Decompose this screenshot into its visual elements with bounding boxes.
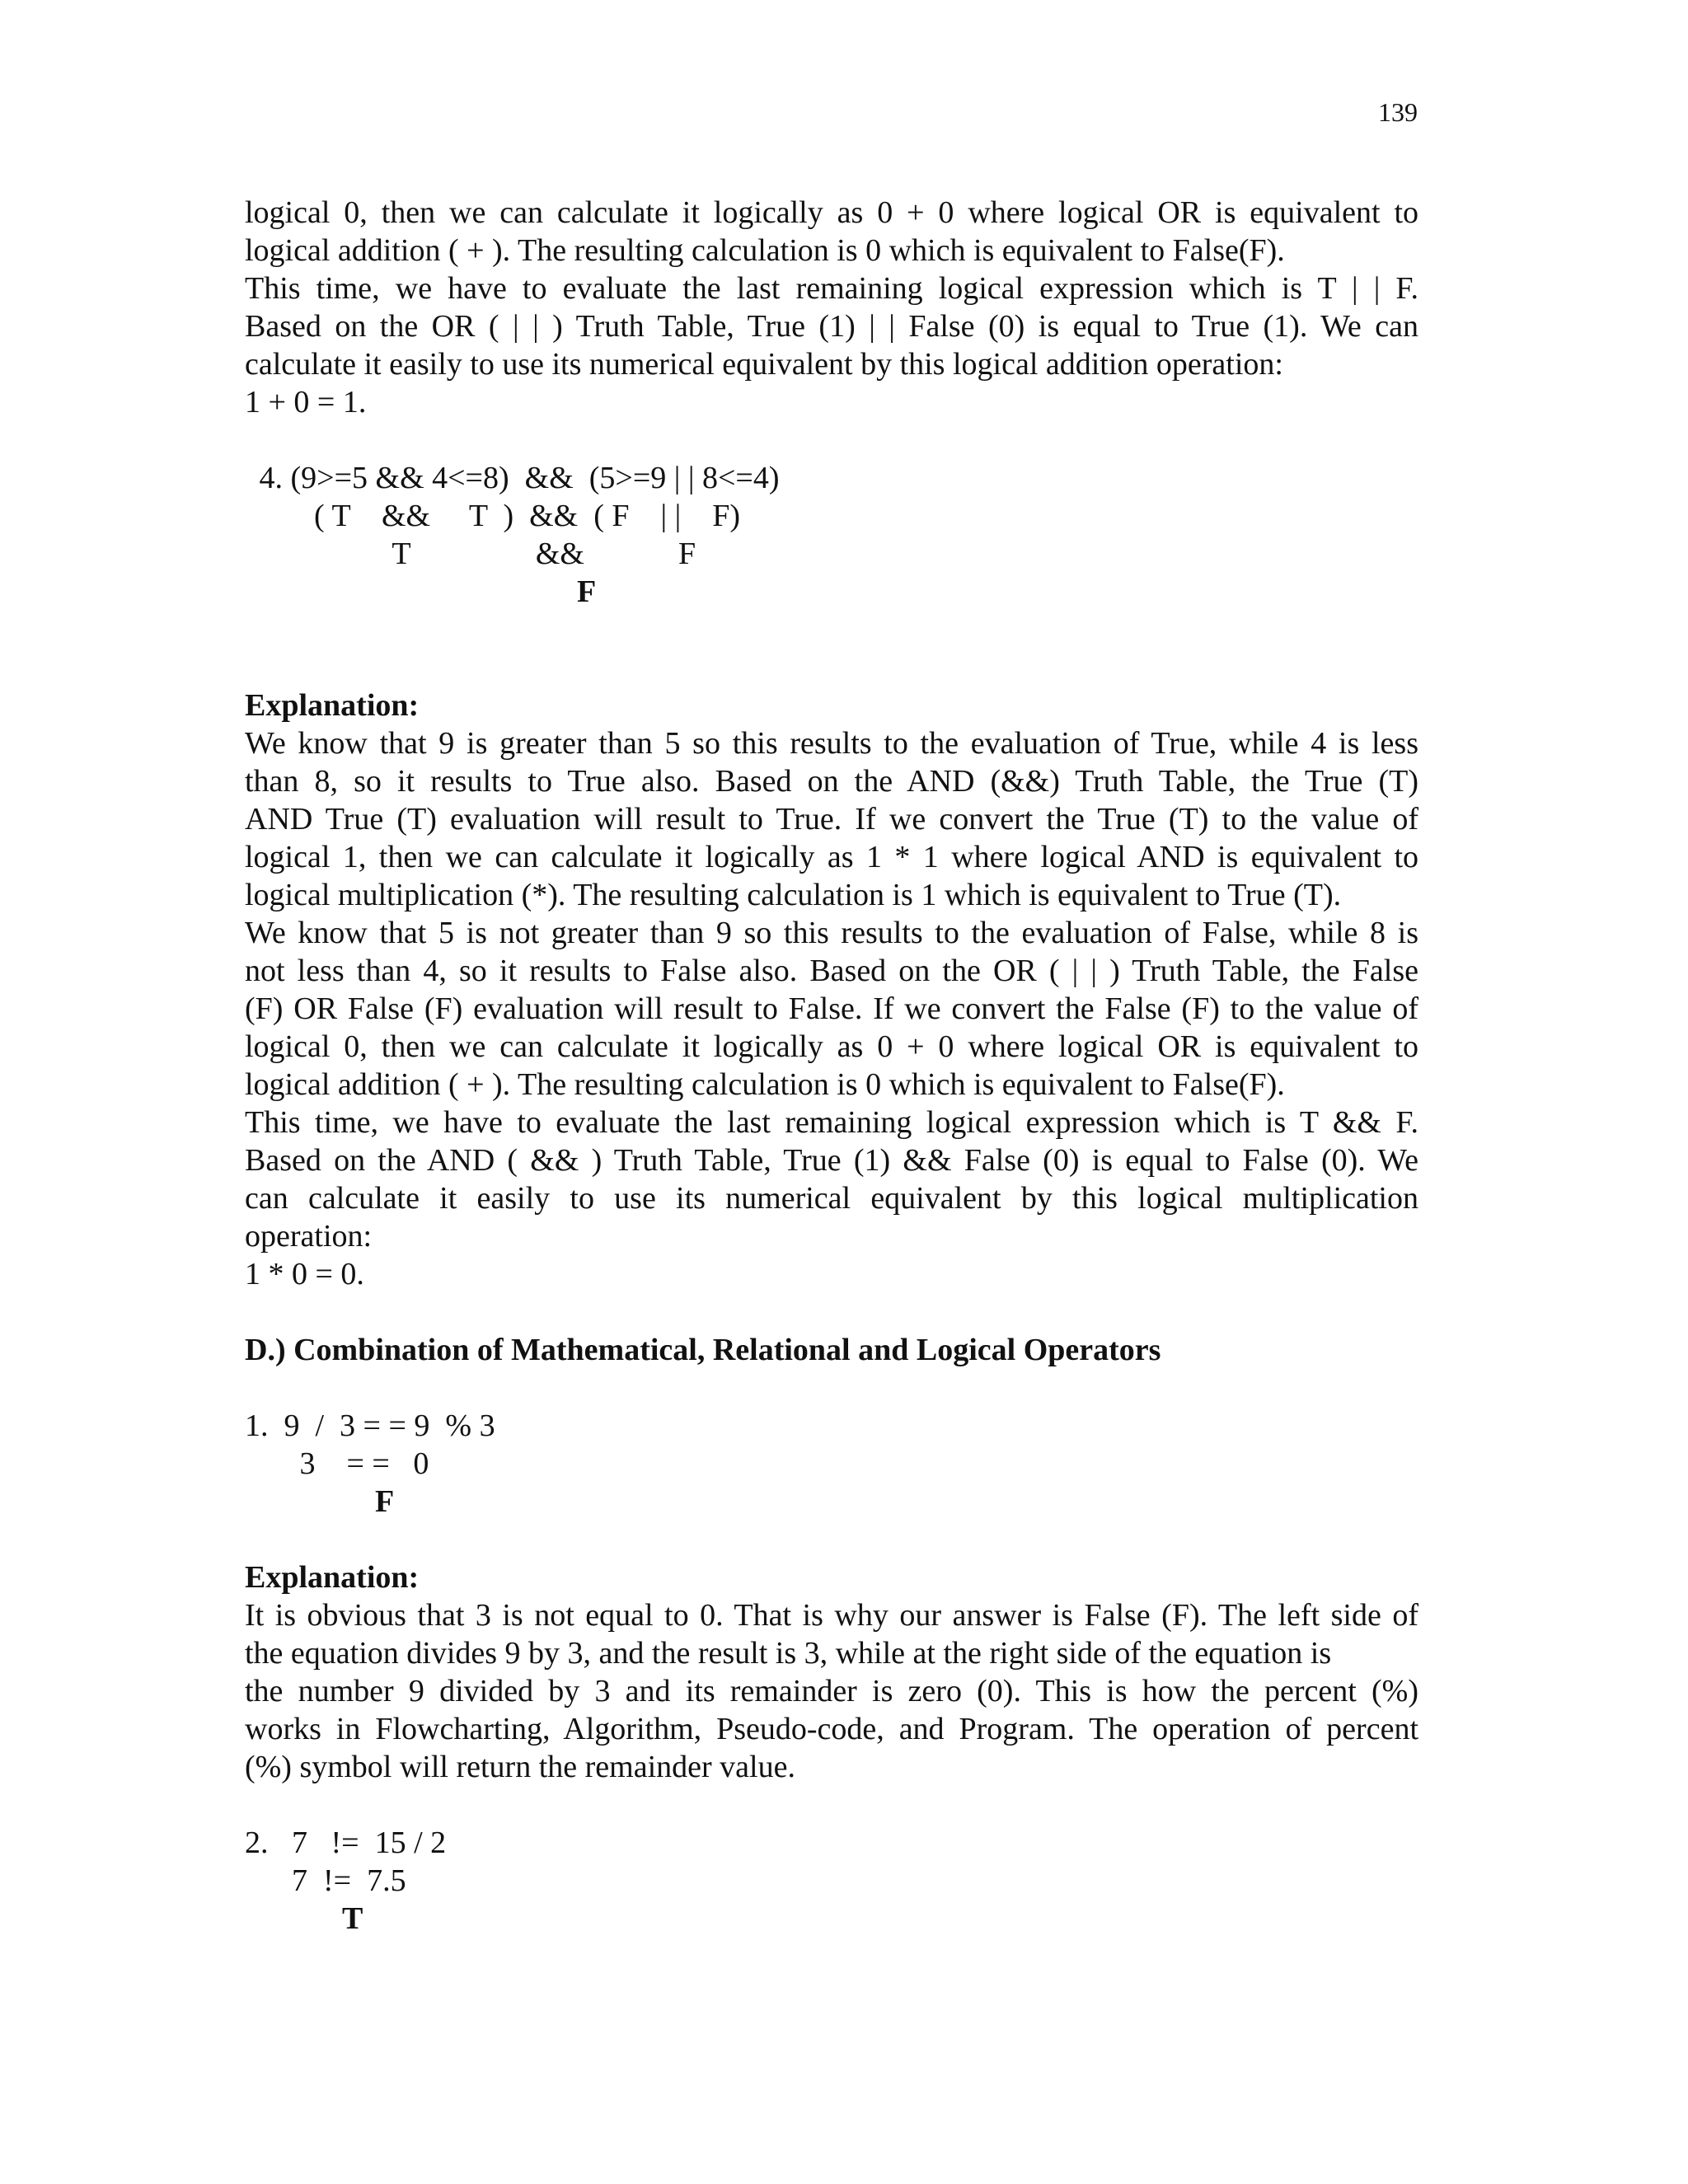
paragraph-line: the equation divides 9 by 3, and the result is 3, while at the right side of the equation is bbox=[245, 1636, 1332, 1671]
paragraph-line: We know that 9 is greater than 5 so this results to the evaluation of True, while 4 is less bbox=[245, 726, 1418, 761]
paragraph-line: Based on the OR ( | | ) Truth Table, True (1) | | False (0) is equal to True (1). We can bbox=[245, 309, 1418, 344]
paragraph-line: calculate it easily to use its numerical equivalent by this logical addition operation: bbox=[245, 347, 1283, 382]
paragraph-line: Based on the AND ( && ) Truth Table, True (1) && False (0) is equal to False (0). We bbox=[245, 1143, 1418, 1178]
expression-line: 4. (9>=5 && 4<=8) && (5>=9 | | 8<=4) bbox=[251, 461, 780, 495]
page-body bbox=[245, 194, 1418, 1938]
example-d1 bbox=[245, 1407, 1418, 1521]
paragraph-line: logical multiplication (*). The resulting calculation is 1 which is equivalent to True (T). bbox=[245, 878, 1342, 912]
paragraph-line: This time, we have to evaluate the last remaining logical expression which is T && F. bbox=[245, 1105, 1418, 1140]
expression-result: F bbox=[375, 1484, 395, 1519]
paragraph-line: logical addition ( + ). The resulting calculation is 0 which is equivalent to False(F). bbox=[245, 233, 1285, 268]
paragraph-line: than 8, so it results to True also. Based on the AND (&&) Truth Table, the True (T) bbox=[245, 764, 1418, 799]
expression-line: 1. 9 / 3 = = 9 % 3 bbox=[245, 1408, 495, 1443]
paragraph-line: logical 0, then we can calculate it logically as 0 + 0 where logical OR is equivalent to bbox=[245, 1029, 1418, 1064]
expression-line: 7 != 7.5 bbox=[245, 1863, 406, 1898]
expression-result: F bbox=[577, 574, 597, 609]
example-d2 bbox=[245, 1824, 1418, 1938]
expression-line: 2. 7 != 15 / 2 bbox=[245, 1825, 447, 1860]
paragraph-line: operation: bbox=[245, 1219, 373, 1254]
paragraph-line: 1 * 0 = 0. bbox=[245, 1257, 364, 1291]
explanation-heading: Explanation: bbox=[245, 688, 420, 723]
paragraph-line: 1 + 0 = 1. bbox=[245, 385, 367, 419]
paragraph-line: can calculate it easily to use its numerical equivalent by this logical multiplication bbox=[245, 1181, 1418, 1216]
example-4 bbox=[251, 459, 1418, 611]
paragraph-line: We know that 5 is not greater than 9 so this results to the evaluation of False, while 8 is bbox=[245, 916, 1418, 950]
paragraph-line: It is obvious that 3 is not equal to 0. That is why our answer is False (F). The left side of bbox=[245, 1598, 1418, 1633]
explanation-heading: Explanation: bbox=[245, 1560, 420, 1595]
paragraph-line: not less than 4, so it results to False also. Based on the OR ( | | ) Truth Table, the False bbox=[245, 954, 1418, 988]
paragraph-line: logical 1, then we can calculate it logically as 1 * 1 where logical AND is equivalent to bbox=[245, 840, 1418, 874]
expression-line: ( T && T ) && ( F | | F) bbox=[251, 499, 741, 533]
paragraph-line: works in Flowcharting, Algorithm, Pseudo-code, and Program. The operation of percent bbox=[245, 1712, 1418, 1746]
section-heading: D.) Combination of Mathematical, Relational and Logical Operators bbox=[245, 1333, 1161, 1367]
paragraph-line: logical 0, then we can calculate it logically as 0 + 0 where logical OR is equivalent to bbox=[245, 195, 1418, 230]
expression-line: 3 = = 0 bbox=[245, 1446, 429, 1481]
page-number: 139 bbox=[1378, 97, 1418, 127]
paragraph-line: (F) OR False (F) evaluation will result to False. If we convert the False (F) to the value of bbox=[245, 991, 1418, 1026]
expression-result: T bbox=[342, 1901, 363, 1936]
expression-line: T && F bbox=[251, 537, 696, 571]
paragraph-line: This time, we have to evaluate the last remaining logical expression which is T | | F. bbox=[245, 271, 1418, 306]
paragraph-line: the number 9 divided by 3 and its remainder is zero (0). This is how the percent (%) bbox=[245, 1674, 1418, 1708]
paragraph-line: logical addition ( + ). The resulting calculation is 0 which is equivalent to False(F). bbox=[245, 1067, 1285, 1102]
paragraph-line: (%) symbol will return the remainder value. bbox=[245, 1750, 795, 1784]
paragraph-line: AND True (T) evaluation will result to True. If we convert the True (T) to the value of bbox=[245, 802, 1418, 837]
